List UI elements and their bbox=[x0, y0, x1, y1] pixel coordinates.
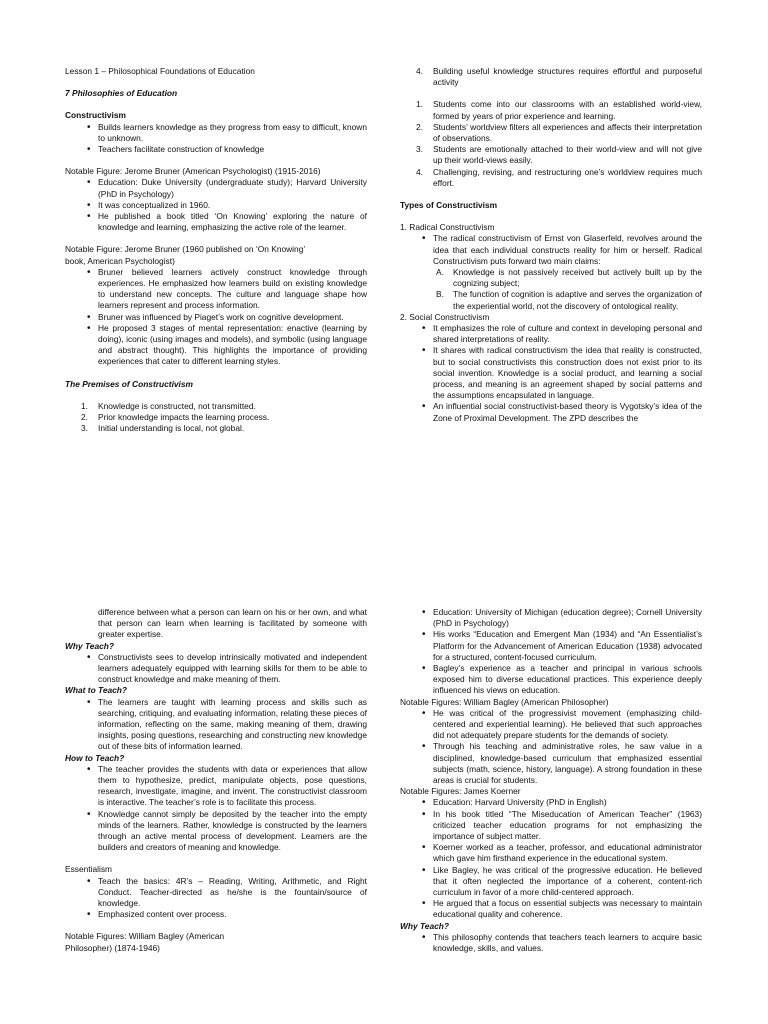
essentialism-list bbox=[65, 876, 367, 921]
list-item: • Bruner believed learners actively construct knowledge through experiences. He emphasized how learners build on existing knowledge to understand new concepts. The culture and language shape how learners represent and process information. bbox=[98, 267, 367, 312]
list-item: • His works “Education and Emergent Man (1934) and “An Essentialist’s Platform for the Advancement of American Education (1938) advocated for a structured, content-focused curriculum. bbox=[433, 629, 702, 663]
premises-heading: The Premises of Constructivism bbox=[65, 378, 193, 389]
list-item bbox=[436, 289, 702, 311]
list-text: Students’ worldview filters all experiences and affects their interpretation of observations. bbox=[433, 121, 702, 144]
list-letter: B. bbox=[436, 289, 444, 300]
list-item bbox=[416, 166, 702, 189]
notable-figure-bagley-title: Notable Figures: William Bagley (American bbox=[65, 931, 225, 942]
list-text: Initial understanding is local, not global. bbox=[98, 423, 245, 434]
page2-left-column bbox=[65, 607, 367, 954]
list-item: • The radical constructivism of Ernst von Glaserfeld, revolves around the idea that each individual constructs reality for him or herself. Radical Constructivism puts forward two main claims: bbox=[433, 233, 702, 267]
list-item: • Knowledge cannot simply be deposited by the teacher into the empty minds of the learners. Rather, knowledge is constructed by the learners through an active mental process of development. Learners are the builders and creators of meaning and knowledge. bbox=[98, 809, 367, 854]
zpd-continuation: difference between what a person can learn on his or her own, and what that person can learn when learning is facilitated by someone with greater expertise. bbox=[98, 607, 367, 640]
document-page-2 bbox=[0, 512, 768, 1024]
essentialism-why-list bbox=[400, 932, 702, 954]
constructivism-list bbox=[65, 122, 367, 156]
list-number: 1. bbox=[416, 99, 423, 110]
list-text: Students come into our classrooms with an established world-view, formed by years of prior experience and learning. bbox=[433, 99, 702, 121]
what-to-teach-list bbox=[65, 697, 367, 753]
bruner-bio-list bbox=[65, 177, 367, 233]
radical-claims-list bbox=[400, 267, 702, 312]
list-item: • Bruner was influenced by Piaget’s work on cognitive development. bbox=[98, 312, 367, 323]
list-letter: A. bbox=[436, 267, 444, 278]
students-worldview-list bbox=[400, 99, 702, 189]
list-item: • The teacher provides the students with data or experiences that allow them to hypothesize, predict, manipulate objects, pose questions, research, investigate, imagine, and invent. The constructivist classroom is interactive. The teacher’s role is to facilitate this process. bbox=[98, 764, 367, 809]
how-to-teach-list bbox=[65, 764, 367, 854]
list-item bbox=[81, 400, 367, 412]
list-item: • Teach the basics: 4R’s – Reading, Writing, Arithmetic, and Right Conduct. Teacher-directed as he/she is the fountain/source of knowledge. bbox=[98, 876, 367, 910]
premises-list bbox=[65, 401, 367, 435]
notable-figure-koerner-title: Notable Figures: James Koerner bbox=[400, 786, 521, 797]
list-item: • Education: University of Michigan (education degree); Cornell University (PhD in Psychology) bbox=[433, 607, 702, 629]
social-heading: 2. Social Constructivism bbox=[400, 311, 490, 322]
what-to-teach-heading: What to Teach? bbox=[65, 685, 128, 696]
notable-figure-bagley-title-cont: Philosopher) (1874-1946) bbox=[65, 942, 160, 953]
list-item: • Through his teaching and administrative roles, he saw value in a disciplined, knowledge-based curriculum that emphasized essential subjects (math, science, history, language). A strong foundation in these areas is crucial for students. bbox=[433, 741, 702, 786]
list-item: • He proposed 3 stages of mental representation: enactive (learning by doing), iconic (using images and models), and symbolic (using language and abstract thought). This highlights the importance of providing experiences that cater to different learning styles. bbox=[98, 323, 367, 368]
list-item: • Teachers facilitate construction of knowledge bbox=[98, 144, 367, 155]
list-number: 3. bbox=[81, 423, 88, 434]
notable-figure-bagley2-title: Notable Figures: William Bagley (American Philosopher) bbox=[400, 696, 609, 707]
list-text: Building useful knowledge structures requires effortful and purposeful activity bbox=[433, 66, 702, 88]
list-number: 2. bbox=[416, 121, 423, 132]
list-item: • He published a book titled ‘On Knowing’ exploring the nature of knowledge and learning, emphasizing the active role of the learner. bbox=[98, 211, 367, 233]
page1-right-column bbox=[400, 66, 702, 424]
list-item: • In his book titled “The Miseducation of American Teacher” (1963) criticized teacher education programs for not emphasizing the importance of subject matter. bbox=[433, 809, 702, 843]
list-text: Knowledge is not passively received but actively built up by the cognizing subject; bbox=[453, 267, 702, 289]
list-item: • An influential social constructivist-based theory is Vygotsky’s idea of the Zone of Proximal Development. The ZPD describes the bbox=[433, 401, 702, 423]
list-number: 1. bbox=[81, 400, 88, 411]
list-item: • It was conceptualized in 1960. bbox=[98, 200, 367, 211]
list-number: 3. bbox=[416, 144, 423, 155]
why-teach-heading: Why Teach? bbox=[65, 640, 115, 651]
list-item: • He argued that a focus on essential subjects was necessary to maintain educational quality and coherence. bbox=[433, 898, 702, 920]
list-item: • Like Bagley, he was critical of the progressive education. He believed that it often neglected the importance of a coherent, content-rich curriculum in favor of a more child-centered approach. bbox=[433, 865, 702, 899]
list-item bbox=[416, 144, 702, 166]
social-list bbox=[400, 323, 702, 424]
list-text: Challenging, revising, and restructuring one’s worldview requires much effort. bbox=[433, 166, 702, 188]
why-teach-list bbox=[65, 652, 367, 686]
how-to-teach-heading: How to Teach? bbox=[65, 752, 125, 763]
page2-right-column bbox=[400, 607, 702, 954]
list-item bbox=[416, 121, 702, 144]
philosophies-heading: 7 Philosophies of Education bbox=[65, 88, 178, 99]
list-item: • The learners are taught with learning process and skills such as searching, critiquing, and evaluating information, relating these pieces of information, reflecting on the same, making meaning of them, drawing insights, posing questions, researching and constructing new knowledge out of these bits of information learned. bbox=[98, 697, 367, 753]
list-text: Knowledge is constructed, not transmitted. bbox=[98, 400, 256, 411]
list-item: • It shares with radical constructivism the idea that reality is constructed, but to social constructivists this construction does not exist prior to its social invention. Knowledge is a social product, and learning a social process, and meaning is an agreement shaped by social patterns and the assumptions encapsulated in language. bbox=[433, 345, 702, 401]
bruner-ideas-list bbox=[65, 267, 367, 368]
list-item: • Builds learners knowledge as they progress from easy to difficult, known to unknown. bbox=[98, 122, 367, 144]
bagley-ideas-list bbox=[400, 708, 702, 786]
list-number: 4. bbox=[416, 66, 423, 76]
list-item bbox=[436, 267, 702, 289]
list-text: Prior knowledge impacts the learning process. bbox=[98, 412, 270, 423]
list-item: • Bagley’s experience as a teacher and principal in various schools exposed him to diverse educational practices. This experience deeply influenced his views on education. bbox=[433, 663, 702, 697]
list-number: 4. bbox=[416, 166, 423, 177]
list-item: • Emphasized content over process. bbox=[98, 909, 367, 920]
essentialism-heading: Essentialism bbox=[65, 864, 113, 875]
list-item: • Koerner worked as a teacher, professor, and educational administrator which gave him firsthand experience in the educational system. bbox=[433, 842, 702, 864]
list-number: 2. bbox=[81, 412, 88, 423]
list-item bbox=[81, 423, 367, 434]
list-item: • He was critical of the progressivist movement (emphasizing child-centered and experiential learning). He believed that such approaches did not adequately prepare students for the demands of society. bbox=[433, 708, 702, 742]
radical-list bbox=[400, 233, 702, 267]
list-item bbox=[81, 412, 367, 423]
list-item: • Constructivists sees to develop intrinsically motivated and independent learners adequately equipped with learning skills for them to be able to construct knowledge and make meaning of them. bbox=[98, 652, 367, 686]
premise-4 bbox=[400, 66, 702, 88]
koerner-list bbox=[400, 797, 702, 920]
lesson-title: Lesson 1 – Philosophical Foundations of Education bbox=[65, 66, 255, 76]
list-item: • It emphasizes the role of culture and context in developing personal and shared interpretations of reality. bbox=[433, 323, 702, 345]
notable-figure-bruner2-title: Notable Figure: Jerome Bruner (1960 published on ‘On Knowing’ bbox=[65, 244, 306, 255]
list-text: The function of cognition is adaptive and serves the organization of the experiential world, not the discovery of ontological reality. bbox=[453, 289, 702, 311]
why-teach-heading-essentialism: Why Teach? bbox=[400, 920, 450, 931]
bagley-bio-list bbox=[400, 607, 702, 697]
constructivism-heading: Constructivism bbox=[65, 110, 126, 121]
types-heading: Types of Constructivism bbox=[400, 200, 498, 211]
list-item: • Education: Duke University (undergraduate study); Harvard University (PhD in Psychology) bbox=[98, 177, 367, 199]
notable-figure-bruner-title: Notable Figure: Jerome Bruner (American Psychologist) (1915-2016) bbox=[65, 166, 321, 177]
notable-figure-bruner2-title-cont: book, American Psychologist) bbox=[65, 255, 175, 266]
list-item bbox=[416, 99, 702, 121]
list-item: • This philosophy contends that teachers teach learners to acquire basic knowledge, skills, and values. bbox=[433, 932, 702, 954]
list-text: Students are emotionally attached to their world-view and will not give up their world-views easily. bbox=[433, 144, 702, 166]
list-item: • Education: Harvard University (PhD in English) bbox=[433, 797, 702, 808]
list-item bbox=[416, 66, 702, 88]
page1-left-column bbox=[65, 66, 367, 434]
radical-heading: 1. Radical Constructivism bbox=[400, 222, 495, 233]
